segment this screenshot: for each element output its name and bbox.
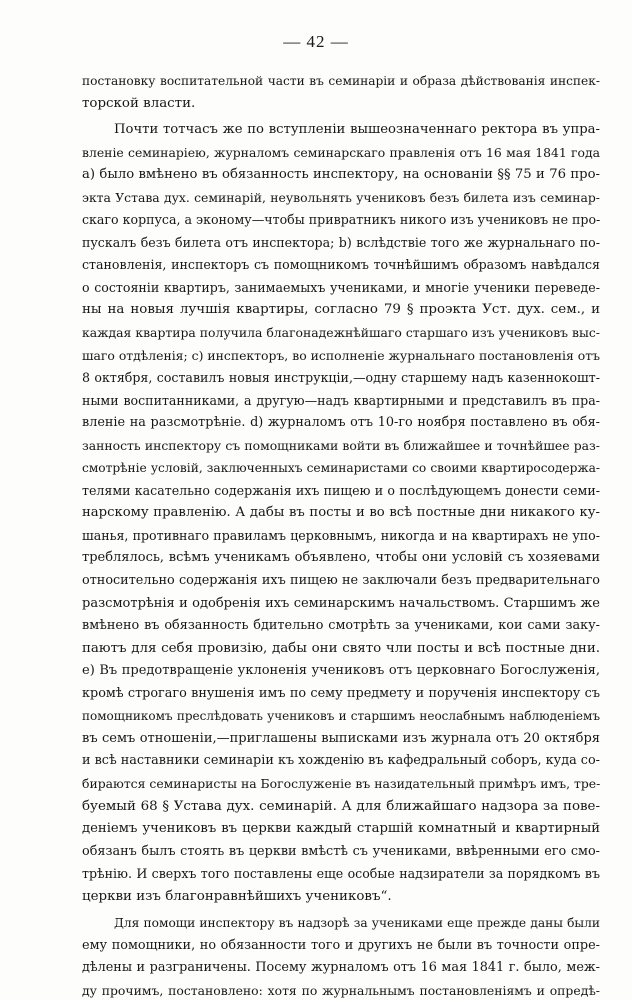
text-line: бираются семинаристы на Богослуженіе въ назидательный примѣръ имъ, тре- bbox=[82, 775, 600, 791]
text-line: и всѣ наставники семинаріи къ хожденію въ кафедральный соборъ, куда со- bbox=[82, 753, 600, 769]
text-line: ему помощники, но обязанности того и другихъ не были въ точности опре- bbox=[82, 937, 600, 953]
text-line: торской власти. bbox=[82, 95, 196, 111]
text-line: дѣлены и разграничены. Посему журналомъ отъ 16 мая 1841 г. было, меж- bbox=[82, 960, 600, 976]
body-text bbox=[82, 70, 600, 1002]
text-line: шаго отдѣленія; c) инспекторъ, во исполненіе журнальнаго постановленія отъ bbox=[82, 347, 600, 363]
text-line: смотрѣніе условій, заключенныхъ семинаристами со своими квартиросодержа- bbox=[82, 461, 600, 476]
text-line: a) было вмѣнено въ обязанность инспектору, на основаніи §§ 75 и 76 про- bbox=[82, 167, 600, 183]
text-line: разсмотрѣнія и одобренія ихъ семинарскимъ начальствомъ. Старшимъ же bbox=[82, 595, 600, 611]
text-line: обязанъ былъ стоять въ церкви вмѣстѣ съ учениками, ввѣренными его смо- bbox=[82, 843, 600, 859]
text-line: ными воспитанниками, а другую—надъ квартирными и представилъ въ пра- bbox=[82, 392, 600, 408]
text-line: Почти тотчасъ же по вступленіи вышеозначеннаго ректора въ упра- bbox=[114, 122, 600, 138]
text-line: деніемъ учениковъ въ церкви каждый старшій комнатный и квартирный bbox=[82, 821, 600, 837]
text-line: экта Устава дух. семинарій, неувольнять учениковъ безъ билета изъ семинар- bbox=[82, 189, 600, 205]
text-line: становленія, инспекторъ съ помощникомъ точнѣйшимъ образомъ навѣдался bbox=[82, 257, 600, 273]
text-line: ны на новыя лучшія квартиры, согласно 79 § проэкта Уст. дух. сем., и bbox=[82, 302, 600, 318]
text-line: помощникомъ преслѣдовать учениковъ и старшимъ неослабнымъ наблюденіемъ bbox=[82, 709, 600, 724]
text-line: занность инспектору съ помощниками войти въ ближайшее и точнѣйшее раз- bbox=[82, 437, 600, 453]
text-line: буемый 68 § Устава дух. семинарій. А для ближайшаго надзора за пове- bbox=[82, 798, 600, 814]
paragraph bbox=[82, 70, 600, 115]
text-line: скаго корпуса, а эконому—чтобы привратникъ никого изъ учениковъ не про- bbox=[82, 212, 600, 228]
text-line: 8 октября, составилъ новыя инструкціи,—одну старшему надъ казеннокошт- bbox=[82, 370, 600, 386]
text-line: ду прочимъ, постановлено: хотя по журнальнымъ постановленіямъ и опредѣ- bbox=[82, 982, 600, 998]
text-line: вмѣнено въ обязанность бдительно смотрѣть за учениками, кои сами заку- bbox=[82, 618, 600, 634]
text-line: постановку воспитательной части въ семинаріи и образа дѣйствованія инспек- bbox=[82, 74, 600, 88]
text-line: каждая квартира получила благонадежнѣйшаго старшаго изъ учениковъ выс- bbox=[82, 325, 600, 341]
page-number: — 42 — bbox=[283, 32, 349, 51]
text-line: относительно содержанія ихъ пищею не заключали безъ предварительнаго bbox=[82, 573, 600, 589]
text-line: о состояніи квартиръ, занимаемыхъ учениками, и многіе ученики переведе- bbox=[82, 279, 600, 295]
text-line: вленіе на разсмотрѣніе. d) журналомъ отъ 10-го ноября поставлено въ обя- bbox=[82, 415, 600, 431]
text-line: треблялось, всѣмъ ученикамъ объявлено, чтобы они условій съ хозяевами bbox=[82, 550, 600, 566]
text-line: Для помощи инспектору въ надзорѣ за учениками еще прежде даны были bbox=[114, 916, 600, 931]
paragraph bbox=[82, 119, 600, 908]
text-line: церкви изъ благонравнѣйшихъ учениковъ“. bbox=[82, 888, 392, 904]
text-line: e) Въ предотвращеніе уклоненія учениковъ отъ церковнаго Богослуженія, bbox=[82, 663, 600, 679]
paragraph bbox=[82, 912, 600, 1002]
text-line: паютъ для себя провизію, дабы они свято чли посты и всѣ постные дни. bbox=[82, 640, 600, 656]
text-line: телями касательно содержанія ихъ пищею и о послѣдующемъ донести семи- bbox=[82, 482, 600, 498]
text-line: нарскому правленію. А дабы въ посты и во всѣ постные дни никакого ку- bbox=[82, 505, 600, 521]
text-line: кромѣ строгаго внушенія имъ по сему предмету и порученія инспектору съ bbox=[82, 685, 600, 701]
text-line: трѣнію. И сверхъ того поставлены еще особые надзиратели за порядкомъ въ bbox=[82, 866, 600, 882]
text-line: шанья, противнаго правиламъ церковнымъ, никогда и на квартирахъ не упо- bbox=[82, 527, 600, 543]
text-line: пускалъ безъ билета отъ инспектора; b) вслѣдствіе того же журнальнаго по- bbox=[82, 234, 600, 250]
text-line: въ семъ отношеніи,—приглашены выписками изъ журнала отъ 20 октября bbox=[82, 730, 600, 746]
text-line: вленіе семинаріею, журналомъ семинарскаго правленія отъ 16 мая 1841 года bbox=[82, 144, 600, 160]
